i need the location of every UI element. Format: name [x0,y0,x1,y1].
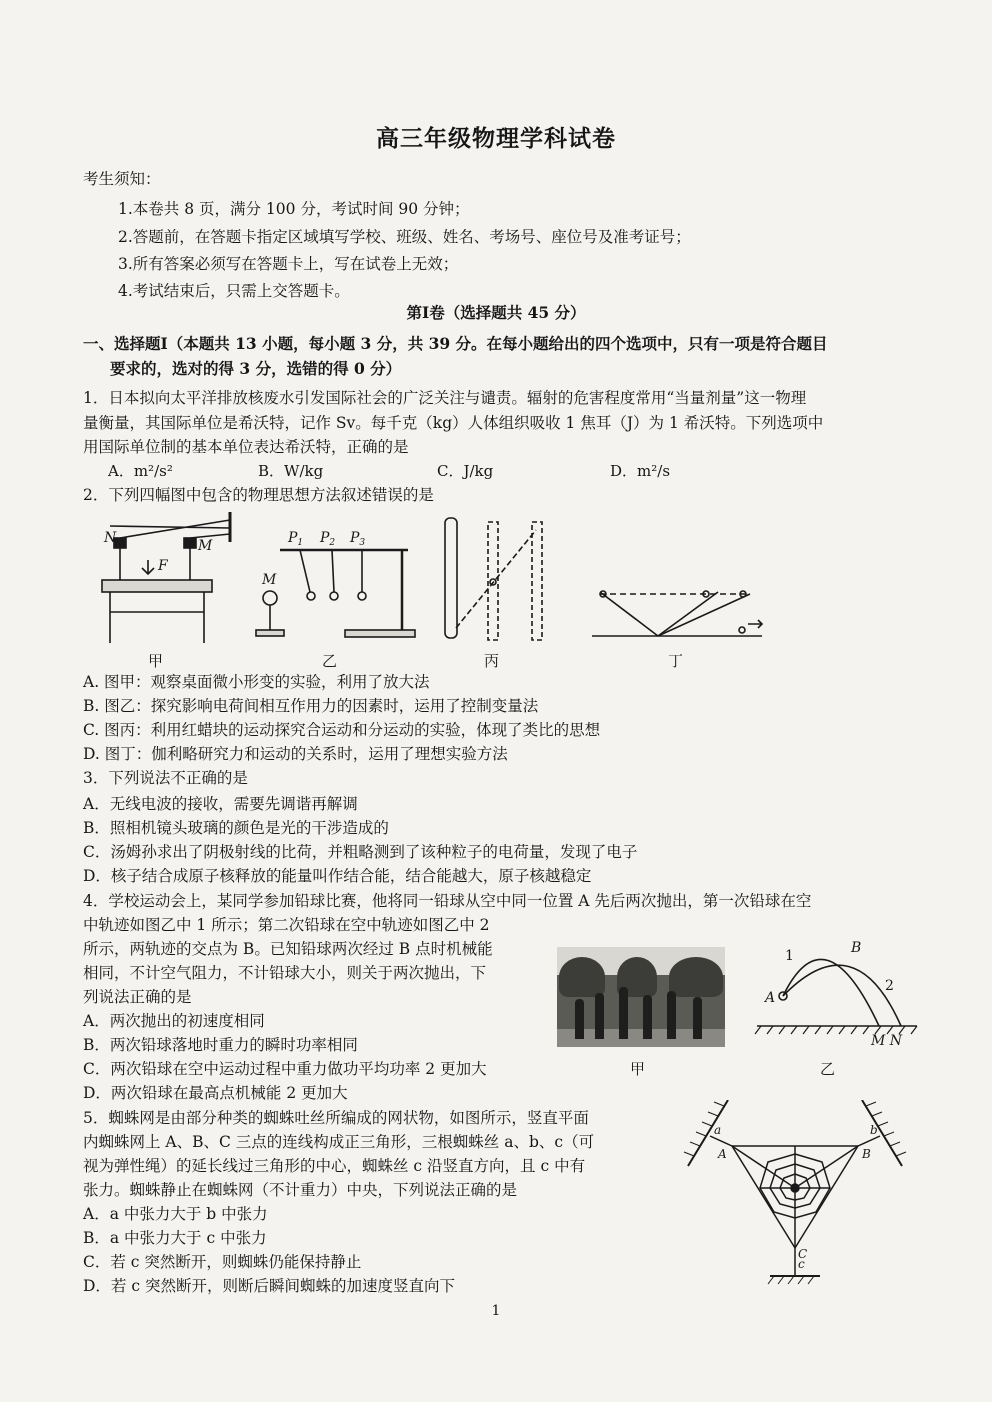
option-a: A．两次抛出的初速度相同 [83,1012,265,1030]
label-p2: $P_2$ [320,530,336,548]
section-title: 第Ⅰ卷（选择题共 45 分） [406,303,586,322]
figure-label-yi: 乙 [820,1060,836,1078]
option-a: A．m²/s² [108,462,173,480]
spider-web-figure [680,1100,910,1290]
figure-yi [256,550,415,637]
question-text: 视为弹性绳）的延长线过三角形的中心，蜘蛛丝 c 沿竖直方向，且 c 中有 [83,1157,586,1175]
label-a-thread: a [714,1123,722,1137]
notice-heading: 考生须知： [83,170,161,188]
question-text: 相同，不计空气阻力，不计铅球大小，则关于两次抛出，下 [83,964,487,982]
label-c-point: C [798,1247,808,1261]
label-c-thread: c [798,1257,805,1271]
label-1: 1 [785,948,794,964]
question-text: 张力。蜘蛛静止在蜘蛛网（不计重力）中央，下列说法正确的是 [83,1181,518,1199]
option-a: A. 图甲：观察桌面微小形变的实验，利用了放大法 [83,673,430,691]
label-p3: $P_3$ [350,530,366,548]
question-text: 5．蜘蛛网是由部分种类的蜘蛛吐丝所编成的网状物，如图所示，竖直平面 [83,1109,589,1127]
question-text: 3．下列说法不正确的是 [83,769,248,787]
section-intro: 要求的，选对的得 3 分，选错的得 0 分） [110,359,402,378]
label-2: 2 [885,978,894,994]
option-d: D．m²/s [610,462,671,480]
option-b: B．a 中张力大于 c 中张力 [83,1229,267,1247]
figure-label-bing: 丙 [484,652,500,670]
option-d: D．两次铅球在最高点机械能 2 更加大 [83,1084,348,1102]
notice-item: 4.考试结束后，只需上交答题卡。 [118,282,350,300]
trajectory-2 [783,965,901,1026]
option-c: C．J/kg [437,462,494,480]
figure-jia [102,512,230,643]
question-text: 中轨迹如图乙中 1 所示；第二次铅球在空中轨迹如图乙中 2 [83,916,490,934]
label-m: M [198,538,213,554]
option-d: D．若 c 突然断开，则断后瞬间蜘蛛的加速度竖直向下 [83,1277,455,1295]
label-b: B [851,940,862,956]
option-b: B．照相机镜头玻璃的颜色是光的干涉造成的 [83,819,389,837]
question-text: 2．下列四幅图中包含的物理思想方法叙述错误的是 [83,486,434,504]
option-d: D．核子结合成原子核释放的能量叫作结合能，结合能越大，原子核越稳定 [83,867,592,885]
figure-label-jia: 甲 [630,1060,646,1078]
trajectory-figure [745,930,925,1050]
option-c: C．汤姆孙求出了阴极射线的比荷，并粗略测到了该种粒子的电荷量，发现了电子 [83,843,638,861]
option-c: C．两次铅球在空中运动过程中重力做功平均功率 2 更加大 [83,1060,487,1078]
option-c: C．若 c 突然断开，则蜘蛛仍能保持静止 [83,1253,362,1271]
label-a-point: A [718,1147,727,1161]
q2-figures [90,508,780,668]
notice-item: 3.所有答案必须写在答题卡上，写在试卷上无效； [118,255,459,273]
figure-label-ding: 丁 [668,652,684,670]
label-mn: M N [871,1033,903,1049]
question-text: 列说法正确的是 [83,988,192,1006]
label-p1: $P_1$ [288,530,304,548]
label-b-thread: b [870,1123,878,1137]
notice-item: 1.本卷共 8 页，满分 100 分，考试时间 90 分钟； [118,200,470,218]
figure-bing [445,518,542,640]
label-a: A [765,990,776,1006]
section-intro: 一、选择题Ⅰ（本题共 13 小题，每小题 3 分，共 39 分。在每小题给出的四个选项中，只有一项是符合题目 [83,334,828,353]
question-text: 量衡量，其国际单位是希沃特，记作 Sv。每千克（kg）人体组织吸收 1 焦耳（J）为 1 希沃特。下列选项中 [83,414,824,432]
page-number: 1 [491,1303,501,1319]
trajectory-1 [783,959,879,1026]
option-c: C. 图丙：利用红蜡块的运动探究合运动和分运动的实验，体现了类比的思想 [83,721,601,739]
figure-label-jia: 甲 [148,652,164,670]
question-text: 用国际单位制的基本单位表达希沃特，正确的是 [83,438,409,456]
figure-label-yi: 乙 [322,652,338,670]
notice-item: 2.答题前，在答题卡指定区域填写学校、班级、姓名、考场号、座位号及准考证号； [118,228,691,246]
option-a: A．a 中张力大于 b 中张力 [83,1205,268,1223]
question-text: 内蜘蛛网上 A、B、C 三点的连线构成正三角形，三根蜘蛛丝 a、b、c（可 [83,1133,595,1151]
question-text: 1．日本拟向太平洋排放核废水引发国际社会的广泛关注与谴责。辐射的危害程度常用“当量剂量”这一物理 [83,389,807,407]
option-b: B．两次铅球落地时重力的瞬时功率相同 [83,1036,358,1054]
label-n: N [104,530,117,546]
label-f: F [158,558,168,574]
option-b: B. 图乙：探究影响电荷间相互作用力的因素时，运用了控制变量法 [83,697,539,715]
question-text: 所示，两轨迹的交点为 B。已知铅球两次经过 B 点时机械能 [83,940,493,958]
page-title: 高三年级物理学科试卷 [376,125,616,152]
label-m-ball: M [262,572,277,588]
option-a: A．无线电波的接收，需要先调谐再解调 [83,795,358,813]
question-text: 4．学校运动会上，某同学参加铅球比赛，他将同一铅球从空中同一位置 A 先后两次抛出，第一次铅球在空 [83,892,812,910]
figure-ding [592,591,762,636]
option-b: B．W/kg [258,462,324,480]
label-b-point: B [862,1147,871,1161]
shot-put-photo [557,947,725,1047]
option-d: D. 图丁：伽利略研究力和运动的关系时，运用了理想实验方法 [83,745,508,763]
